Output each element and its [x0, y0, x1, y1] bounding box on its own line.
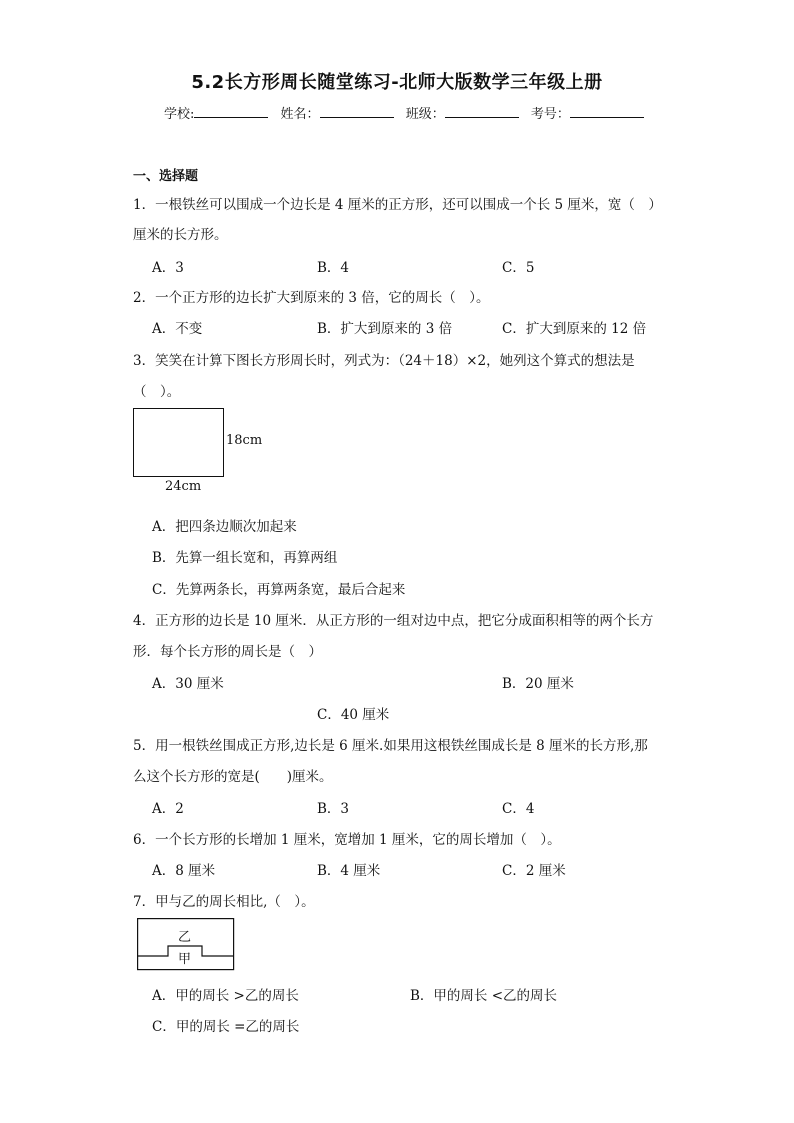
question-3-line-1: 3．笑笑在计算下图长方形周长时，列式为：（24＋18）×2，她列这个算式的想法是 [133, 353, 635, 369]
name-label: 姓名： [280, 107, 320, 122]
rectangle-height-label: 18cm [226, 433, 263, 448]
question-2-option-a: A．不变 [152, 321, 203, 337]
question-6-option-b: B．4 厘米 [317, 863, 381, 879]
figure-label-jia: 甲 [178, 952, 192, 967]
question-3-option-c: C．先算两条长，再算两条宽，最后合起来 [152, 582, 406, 598]
question-5-option-b: B．3 [317, 801, 350, 817]
question-5-line-1: 5．用一根铁丝围成正方形,边长是 6 厘米.如果用这根铁丝围成长是 8 厘米的长方形,那 [133, 738, 648, 754]
question-6-option-a: A．8 厘米 [152, 863, 216, 879]
question-5-line-2: 么这个长方形的宽是( )厘米。 [133, 769, 333, 785]
question-7-option-b: B．甲的周长 <乙的周长 [410, 988, 558, 1004]
student-info-row [164, 103, 652, 122]
question-1-line-2: 厘米的长方形。 [133, 227, 228, 243]
question-2-line-1: 2．一个正方形的边长扩大到原来的 3 倍，它的周长（ ）。 [133, 290, 490, 306]
page-title: 5.2长方形周长随堂练习-北师大版数学三年级上册 [191, 72, 603, 93]
school-blank[interactable] [194, 105, 268, 118]
question-1-option-a: A．3 [152, 260, 184, 276]
question-4-line-1: 4．正方形的边长是 10 厘米．从正方形的一组对边中点，把它分成面积相等的两个长方 [133, 613, 654, 629]
question-3-option-a: A．把四条边顺次加起来 [152, 519, 297, 535]
question-4-option-b: B．20 厘米 [502, 676, 574, 692]
question-7-line-1: 7．甲与乙的周长相比,（ ）。 [133, 894, 315, 910]
question-2-option-b: B．扩大到原来的 3 倍 [317, 321, 453, 337]
question-4-option-a: A．30 厘米 [152, 676, 224, 692]
class-blank[interactable] [445, 105, 519, 118]
question-5-option-a: A．2 [152, 801, 184, 817]
question-3-option-b: B．先算一组长宽和，再算两组 [152, 550, 338, 566]
question-1-option-b: B．4 [317, 260, 350, 276]
question-1-line-1: 1．一根铁丝可以围成一个边长是 4 厘米的正方形，还可以围成一个长 5 厘米，宽（ ） [133, 197, 662, 213]
exam-number-blank[interactable] [570, 105, 644, 118]
section-heading: 一、选择题 [133, 169, 199, 184]
question-2-option-c: C．扩大到原来的 12 倍 [502, 321, 647, 337]
rectangle-width-label: 24cm [165, 479, 202, 494]
figure-label-yi: 乙 [178, 930, 192, 945]
question-3-line-2: （ ）。 [133, 384, 181, 400]
question-6-option-c: C．2 厘米 [502, 863, 566, 879]
question-4-line-2: 形．每个长方形的周长是（ ） [133, 644, 322, 660]
question-1-option-c: C．5 [502, 260, 535, 276]
question-5-option-c: C．4 [502, 801, 535, 817]
rectangle-figure [133, 408, 224, 477]
question-7-option-c: C．甲的周长 =乙的周长 [152, 1019, 300, 1035]
class-label: 班级： [405, 107, 445, 122]
exam-number-label: 考号： [530, 107, 570, 122]
question-7-option-a: A．甲的周长 >乙的周长 [152, 988, 299, 1004]
question-6-line-1: 6．一个长方形的长增加 1 厘米，宽增加 1 厘米，它的周长增加（ ）。 [133, 832, 561, 848]
name-blank[interactable] [320, 105, 394, 118]
question-4-option-c: C．40 厘米 [317, 707, 390, 723]
school-label: 学校: [164, 107, 195, 122]
